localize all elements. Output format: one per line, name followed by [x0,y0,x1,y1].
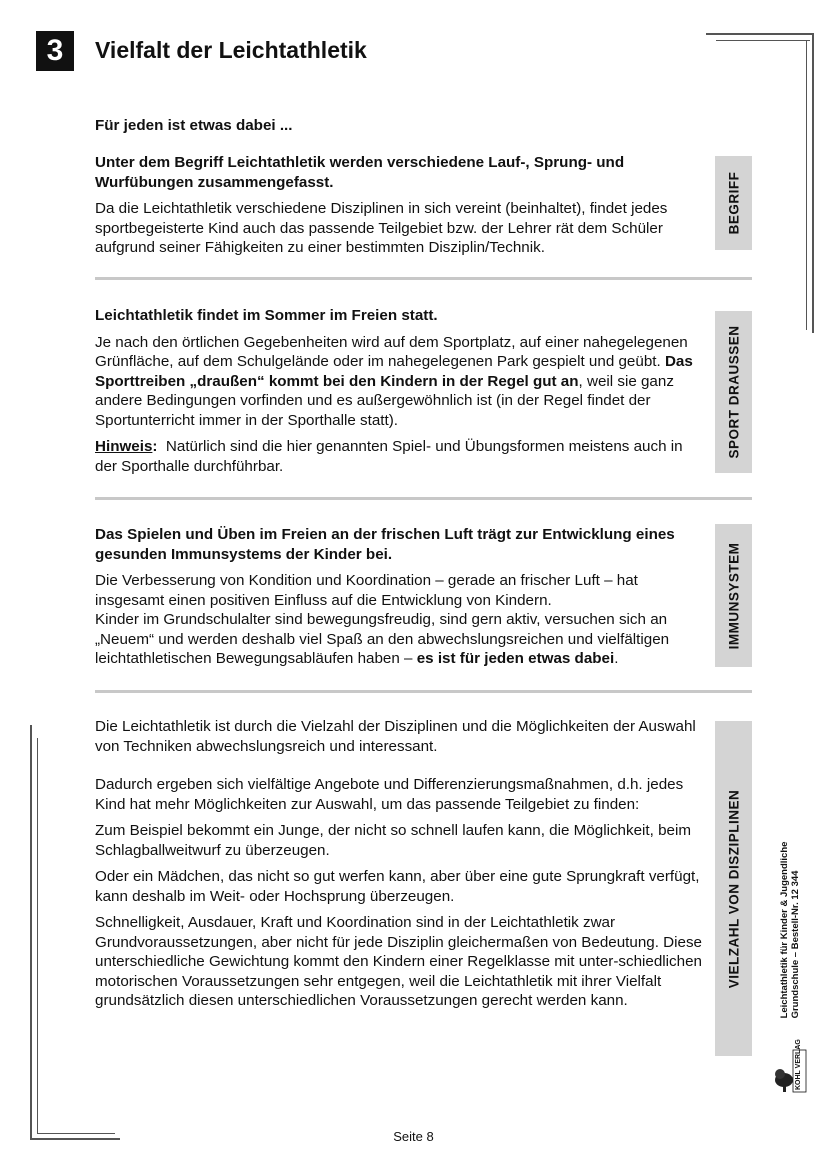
section-immunsystem-lead: Das Spielen und Üben im Freien an der frischen Luft trägt zur Entwicklung eines gesunden Immunsystems der Kinder bei. [95,526,675,563]
frame-top-right-h2 [716,40,810,41]
hint-text: Natürlich sind die hier genannten Spiel- und Übungsformen meistens auch in der Sporthalle durchführbar. [95,438,687,475]
tab-begriff [715,156,752,250]
divider-1 [95,277,752,280]
hint-paragraph [95,437,705,476]
section-vielzahl-p4: Oder ein Mädchen, das nicht so gut werfen kann, aber über eine gute Sprungkraft verfügt, kann deshalb im Weit- oder Hochsprung überzeugen. [95,868,700,905]
page-title: Vielfalt der Leichtathletik [95,37,367,63]
body-text-a: Die Verbesserung von Kondition und Koordination – gerade an frischer Luft – hat insgesamt einen positiven Einfluss auf die Entwicklung von Kindern. [95,572,638,609]
divider-3 [95,690,752,693]
body-text-b: Kinder im Grundschulalter sind bewegungsfreudig, sind gern aktiv, versuchen sich an „Neuem“ und werden deshalb viel Spaß an den abwechslungsreichen und vielfältigen leichtathletischen Bewegungsabläufen haben – [95,611,670,667]
tab-immunsystem-label: IMMUNSYSTEM [726,542,741,649]
side-publisher-info [765,840,815,1020]
section-sport-draussen-lead: Leichtathletik findet im Sommer im Freien statt. [95,307,438,324]
tab-sport-draussen [715,311,752,473]
body-text-bold: Das Sporttreiben „draußen“ kommt bei den Kindern in der Regel gut an [95,353,693,390]
section-vielzahl [95,717,705,1018]
tab-begriff-label: BEGRIFF [726,171,741,235]
section-vielzahl-p5: Schnelligkeit, Ausdauer, Kraft und Koordination sind in der Leichtathletik zwar Grundvoraussetzungen, aber nicht für jede Disziplin gleichermaßen von Bedeutung. Diese unterschiedliche Gewichtung kommt den Kindern einer Regelklasse mit unter-schiedlichen motorischen Voraussetzungen sehr entgegen, weil die Leichtathletik mit ihrer Vielfalt grundsätzlich diesen unterschiedlichen Voraussetzungen gerecht werden kann. [95,914,703,1009]
hint-label: Hinweis [95,438,153,455]
frame-bottom-left-v2 [37,738,38,1134]
tab-immunsystem [715,524,752,667]
tab-vielzahl [715,721,752,1056]
body-text-b: , weil sie ganz andere Bedingungen vorfinden und es außergewöhnlich ist (in der Regel findet der Sportunterricht immer in der Sporthalle statt). [95,372,674,429]
section-vielzahl-p1: Die Leichtathletik ist durch die Vielzahl der Disziplinen und die Möglichkeiten der Auswahl von Techniken abwechslungsreich und interessant. [95,718,696,755]
tab-vielzahl-label: VIELZAHL VON DISZIPLINEN [726,789,741,988]
section-vielzahl-p2: Dadurch ergeben sich vielfältige Angebote und Differenzierungsmaßnahmen, d.h. jedes Kind hat mehr Möglichkeiten zur Auswahl, um das passende Teilgebiet zu finden: [95,776,684,813]
frame-top-right-v1 [812,33,814,333]
section-immunsystem-body [95,571,705,669]
frame-top-right-v2 [806,40,807,330]
page-number: Seite 8 [393,1129,434,1144]
frame-bottom-left-v1 [30,725,32,1140]
section-vielzahl-p3: Zum Beispiel bekommt ein Junge, der nicht so schnell laufen kann, die Möglichkeit, beim Schlagballweitwurf zu überzeugen. [95,822,691,859]
side-info-line1: Leichtathletik für Kinder & Jugendliche [779,841,790,1019]
tab-sport-draussen-label: SPORT DRAUSSEN [726,325,741,459]
body-text-end: . [614,650,619,667]
side-info-line2: Grundschule – Bestell-Nr. 12 344 [790,870,801,1019]
section-immunsystem [95,525,705,669]
hint-colon: : [152,438,158,455]
frame-top-right-h1 [706,33,814,35]
section-begriff-body: Da die Leichtathletik verschiedene Disziplinen in sich vereint (beinhaltet), findet jedes sportbegeisterte Kind auch das passende Teilgebiet bzw. der Lehrer rät dem Schüler aufgrund seiner Fähigkeiten zu einer bestimmten Disziplin/Technik. [95,200,668,256]
chapter-number: 3 [36,31,74,71]
section-begriff-lead: Unter dem Begriff Leichtathletik werden verschiedene Lauf-, Sprung- und Wurfübungen zusammengefasst. [95,154,625,191]
publisher-logo [770,1028,820,1094]
side-publisher-text [779,842,801,1019]
divider-2 [95,497,752,500]
intro-heading: Für jeden ist etwas dabei ... [95,117,293,134]
section-sport-draussen-body [95,333,705,431]
body-text-a: Je nach den örtlichen Gegebenheiten wird auf dem Sportplatz, auf einer nahegelegenen Grünfläche, auf dem Schulgelände oder im nahegelegenen Park gespielt und geübt. [95,333,688,370]
section-sport-draussen [95,306,705,483]
logo-text: KOHL VERLAG [795,1039,802,1090]
body-text-bold: es ist für jeden etwas dabei [416,650,615,667]
section-begriff [95,153,705,265]
